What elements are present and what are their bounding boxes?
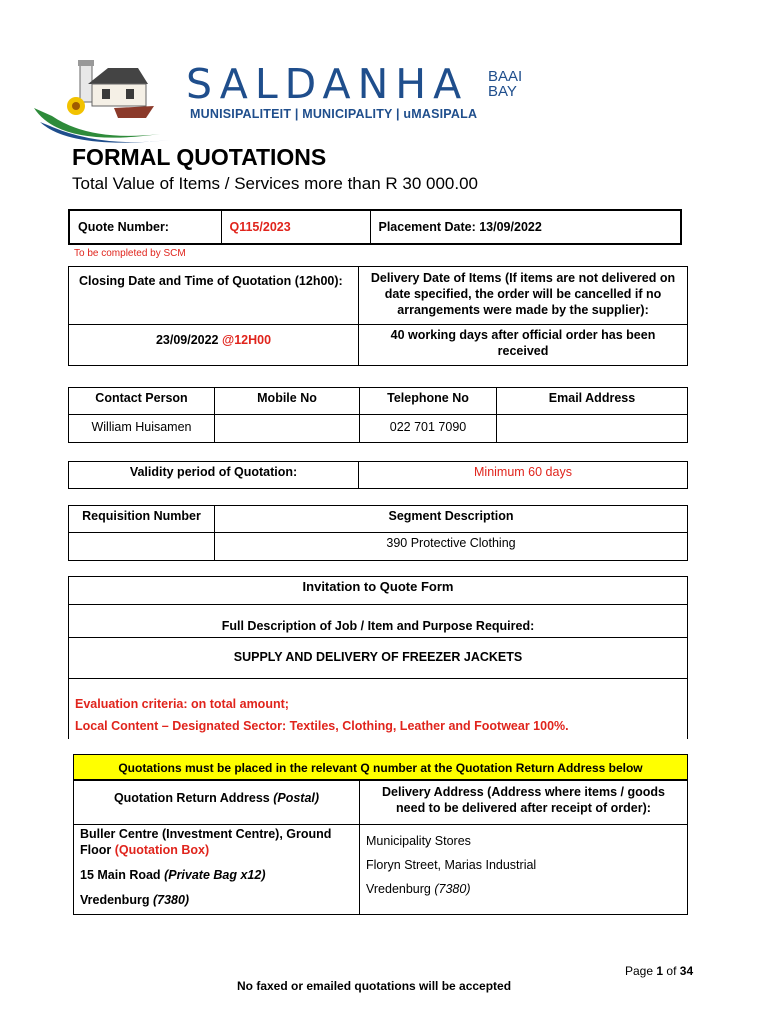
return-address-label — [74, 781, 360, 825]
closing-date: 23/09/2022 — [155, 333, 219, 347]
brand-baai: BAAI — [488, 68, 523, 85]
return-address-line2: 15 Main Road (Private Bag x12) — [80, 868, 266, 882]
scm-note: To be completed by SCM — [74, 248, 186, 259]
quote-number-value: Q115/2023 — [221, 210, 370, 244]
validity-value: Minimum 60 days — [359, 462, 688, 489]
quote-number-table — [68, 209, 682, 245]
contact-person: William Huisamen — [69, 415, 215, 443]
quote-number-label: Quote Number: — [69, 210, 221, 244]
placement-date: Placement Date: 13/09/2022 — [370, 210, 681, 244]
contact-header: Mobile No — [215, 388, 360, 415]
document-subtitle: Total Value of Items / Services more than R 30 000.00 — [72, 174, 479, 193]
brand-subtitle: MUNISIPALITEIT | MUNICIPALITY | uMASIPALA — [190, 107, 478, 121]
return-address-title: Quotation Return Address — [113, 791, 270, 805]
contact-header: Telephone No — [360, 388, 497, 415]
job-description-value: SUPPLY AND DELIVERY OF FREEZER JACKETS — [69, 638, 688, 679]
invitation-title: Invitation to Quote Form — [69, 577, 688, 605]
footer-note: No faxed or emailed quotations will be accepted — [237, 979, 512, 993]
page-number: Page 1 of 34 — [625, 964, 694, 978]
return-address-line3: Vredenburg (7380) — [80, 893, 190, 907]
invitation-table — [68, 576, 688, 739]
closing-date-value — [69, 325, 359, 366]
return-notice-banner: Quotations must be placed in the relevant Q number at the Quotation Return Address below — [73, 754, 688, 780]
delivery-address-line1: Municipality Stores — [366, 834, 471, 848]
delivery-date-value: 40 working days after official order has been received — [359, 325, 688, 366]
validity-label: Validity period of Quotation: — [69, 462, 359, 489]
email-address — [497, 415, 688, 443]
return-address-value — [74, 825, 360, 915]
delivery-address-line2: Floryn Street, Marias Industrial — [366, 858, 537, 872]
segment-label: Segment Description — [215, 506, 688, 533]
local-content-text: Local Content – Designated Sector: Textiles, Clothing, Leather and Footwear 100%. — [75, 719, 569, 733]
return-address-line1: Buller Centre (Investment Centre), Ground Floor (Quotation Box) — [80, 827, 332, 857]
requisition-value — [69, 533, 215, 561]
contact-table — [68, 387, 688, 443]
document-title: FORMAL QUOTATIONS — [72, 144, 327, 170]
job-description-label: Full Description of Job / Item and Purpose Required: — [69, 605, 688, 638]
return-address-postal: (Postal) — [273, 791, 320, 805]
brand-name: SALDANHA — [186, 60, 469, 108]
telephone-no: 022 701 7090 — [360, 415, 497, 443]
return-address-table — [73, 780, 688, 915]
segment-value: 390 Protective Clothing — [215, 533, 688, 561]
delivery-address-label: Delivery Address (Address where items / goods need to be delivered after receipt of order): — [360, 781, 688, 825]
closing-date-table — [68, 266, 688, 366]
logo-emblem-icon — [30, 56, 190, 146]
delivery-date-label: Delivery Date of Items (If items are not delivered on date specified, the order will be cancelled if no arrangements were made by the supplier): — [359, 267, 688, 325]
validity-table — [68, 461, 688, 489]
contact-header: Email Address — [497, 388, 688, 415]
mobile-no — [215, 415, 360, 443]
closing-label: Closing Date and Time of Quotation (12h00): — [69, 267, 359, 325]
evaluation-criteria — [69, 679, 688, 739]
brand-baai-bay — [488, 69, 522, 99]
contact-header: Contact Person — [69, 388, 215, 415]
closing-time: @12H00 — [222, 333, 272, 347]
brand-bay: BAY — [488, 83, 517, 100]
delivery-address-value — [360, 825, 688, 915]
evaluation-text: Evaluation criteria: on total amount; — [75, 697, 289, 711]
requisition-table — [68, 505, 688, 561]
requisition-label: Requisition Number — [69, 506, 215, 533]
delivery-address-line3: Vredenburg (7380) — [366, 882, 471, 896]
